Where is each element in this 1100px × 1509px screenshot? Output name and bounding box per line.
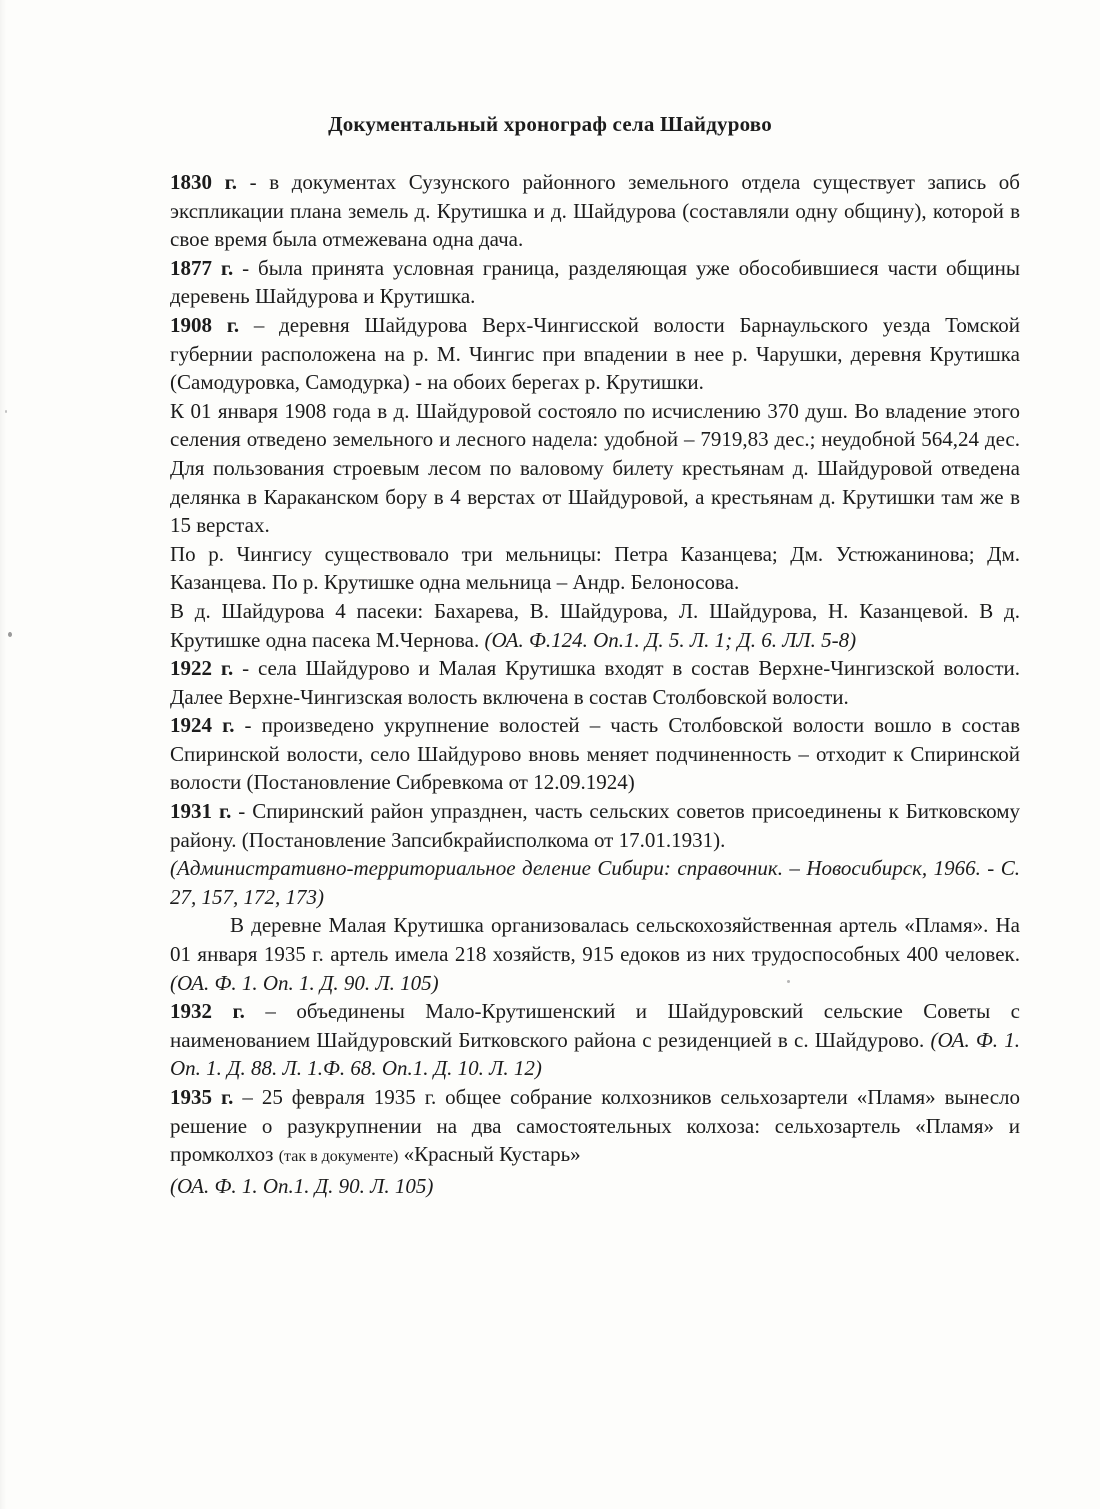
- entry-text: По р. Чингису существовало три мельницы: Петра Казанцева; Дм. Устюжанинова; Дм. Казанцева. По р. Крутишке одна мельница – Андр. Белоносова.: [170, 541, 1020, 595]
- entry-text: - была принята условная граница, разделяющая уже обособившиеся части общины деревень Шайдурова и Крутишка.: [170, 255, 1021, 309]
- entry-year: 1922 г.: [170, 656, 234, 681]
- page-edge-shadow: [0, 0, 6, 1509]
- scan-speck: [787, 980, 790, 983]
- entry-text: - села Шайдурово и Малая Крутишка входят в состав Верхне-Чингизской волости. Далее Верхне-Чингизская волость включена в состав Столбовской волости.: [170, 656, 1020, 709]
- archive-reference: (ОА. Ф. 1. Оп. 1. Д. 90. Л. 105): [170, 970, 439, 995]
- entry-text: К 01 января 1908 года в д. Шайдуровой состояло по исчислению 370 душ. Во владение этого селения отведено земельного и лесного надела: удобной – 7919,83 дес.; неудобной 564,24 дес. Для пользования строевым лесом по валовому билету крестьянам д. Шайдуровой отведена делянка в Караканском бору в 4 верстах от Шайдуровой, а крестьянам д. Крутишки там же в 15 верстах.: [170, 398, 1020, 538]
- entry-1908-mills: [170, 540, 1020, 597]
- archive-reference: (ОА. Ф.124. Оп.1. Д. 5. Л. 1; Д. 6. ЛЛ. 5-8): [484, 627, 857, 652]
- entry-1924: [170, 711, 1020, 797]
- entry-text: В д. Шайдурова 4 пасеки: Бахарева, В. Шайдурова, Л. Шайдурова, Н. Казанцевой. В д. Крутишке одна пасека М.Чернова.: [170, 598, 1020, 652]
- entry-year: 1935 г.: [170, 1085, 234, 1109]
- entry-year: 1932 г.: [170, 999, 245, 1024]
- entry-text: В деревне Малая Крутишка организовалась сельскохозяйственная артель «Пламя». На 01 января 1935 г. артель имела 218 хозяйств, 915 едоков из них трудоспособных 400 человек.: [170, 913, 1020, 967]
- entry-1932: [170, 997, 1020, 1083]
- entry-1830: [170, 168, 1020, 254]
- entry-year: 1877 г.: [170, 255, 234, 280]
- entry-1935: [170, 1083, 1020, 1200]
- entry-1931-artel: [170, 911, 1020, 997]
- entry-text: - произведено укрупнение волостей – часть Столбовской волости вошло в состав Спиринской волости, село Шайдурово вновь меняет подчиненность – отходит к Спиринской волости (Постановление Сибревкома от 12.09.1924): [170, 713, 1020, 795]
- scan-speck: [8, 632, 12, 637]
- entry-1908-apiaries: [170, 597, 1020, 654]
- page-title: Документальный хронограф села Шайдурово: [328, 112, 772, 136]
- archive-reference: (ОА. Ф. 1. Оп.1. Д. 90. Л. 105): [170, 1173, 434, 1198]
- entry-year: 1924 г.: [170, 713, 235, 738]
- entry-text: - Спиринский район упразднен, часть сельских советов присоединены к Битковскому району. (Постановление Запсибкрайисполкома от 17.01.1931).: [170, 799, 1020, 852]
- entry-1877: [170, 254, 1020, 311]
- entry-1922: [170, 654, 1020, 711]
- archive-reference: (ОА. Ф. 1. Оп. 1. Д. 88. Л. 1.Ф. 68. Оп.1. Д. 10. Л. 12): [170, 1027, 1020, 1081]
- entry-1908-population: [170, 397, 1020, 540]
- entry-year: 1908 г.: [170, 312, 240, 337]
- entry-text: – деревня Шайдурова Верх-Чингисской волости Барнаульского уезда Томской губернии расположена на р. М. Чингис при впадении в нее р. Чарушки, деревня Крутишка (Самодуровка, Самодурка) - на обоих берегах р. Крутишки.: [170, 312, 1021, 395]
- editorial-note: (так в документе): [278, 1148, 399, 1166]
- entry-text: – объединены Мало-Крутишенский и Шайдуровский сельские Советы с наименованием Шайдуровский Битковского района с резиденцией в с. Шайдурово.: [170, 999, 1020, 1052]
- entry-text: - в документах Сузунского районного земельного отдела существует запись об экспликации плана земель д. Крутишка и д. Шайдурова (составляли одну общину), которой в свое время была отмежевана одна дача.: [170, 170, 1020, 252]
- scan-speck: [5, 410, 7, 413]
- entry-1931: [170, 797, 1020, 911]
- archive-reference: (Административно-территориальное деление Сибири: справочник. – Новосибирск, 1966. - С. 27, 157, 172, 173): [170, 856, 1020, 909]
- entry-year: 1931 г.: [170, 799, 232, 824]
- entry-year: 1830 г.: [170, 170, 238, 194]
- entry-text-continued: «Красный Кустарь»: [398, 1142, 581, 1167]
- document-body: [170, 168, 1020, 1200]
- entry-text: – 25 февраля 1935 г. общее собрание колхозников сельхозартели «Пламя» вынесло решение о разукрупнении на два самостоятельных колхоза: сельхозартель «Пламя» и промколхоз: [170, 1085, 1020, 1167]
- entry-1908: [170, 311, 1020, 397]
